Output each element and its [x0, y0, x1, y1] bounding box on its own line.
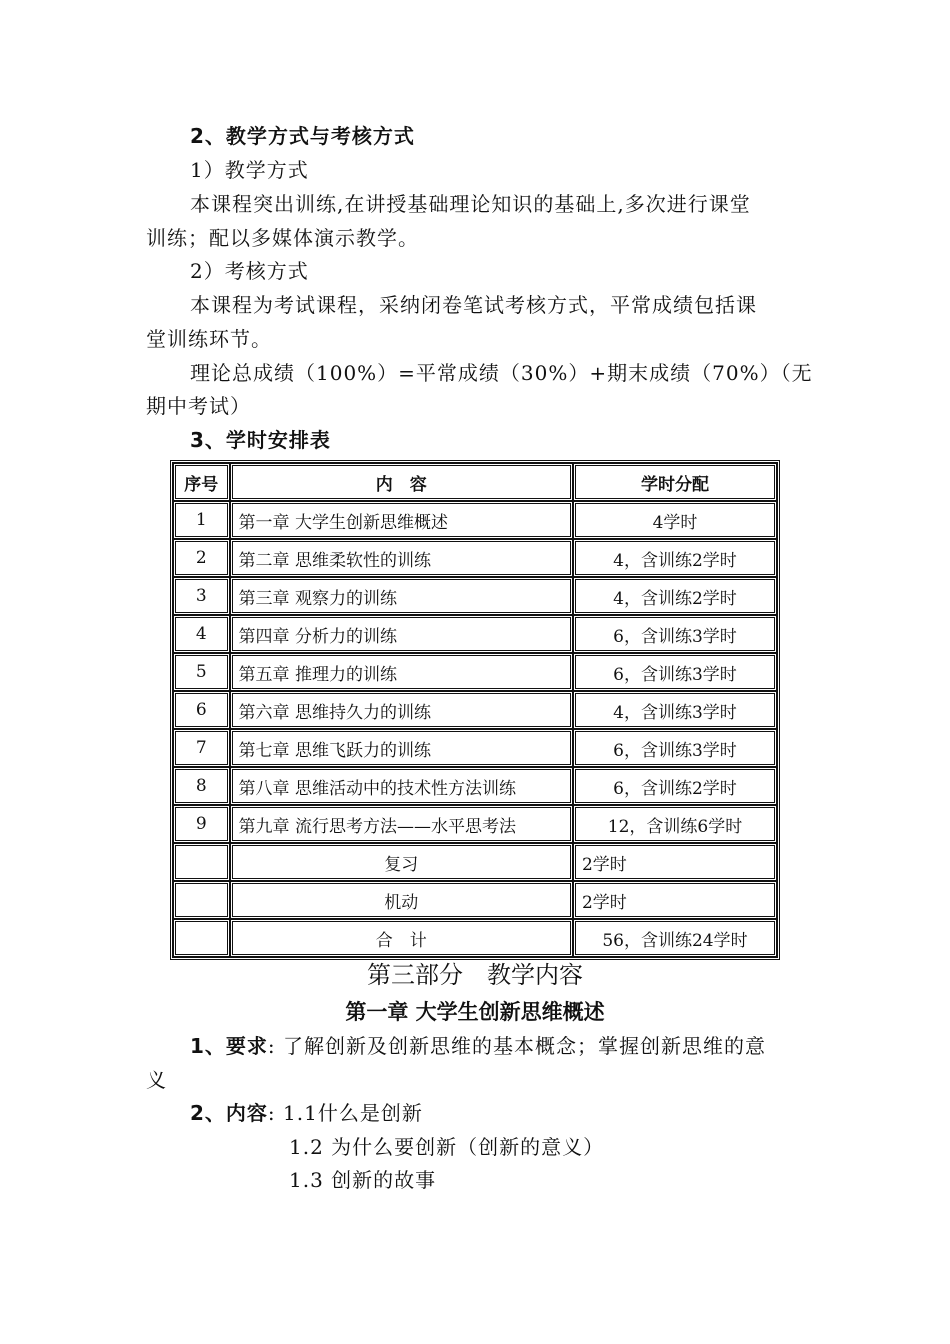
- subheading-assessment-method: 2）考核方式: [190, 259, 309, 283]
- header-hours: 学时分配: [573, 463, 777, 501]
- row-hours-cell: 56，含训练24学时: [573, 919, 777, 957]
- table-row: [173, 843, 777, 881]
- row-number-cell: 6: [173, 691, 230, 729]
- table-row: [173, 805, 777, 843]
- row-number-cell: [173, 843, 230, 881]
- section-heading-teaching-assessment: 2、教学方式与考核方式: [190, 124, 415, 148]
- paragraph-score-line1: 理论总成绩（100%）=平常成绩（30%）+期末成绩（70%）（无: [190, 361, 813, 385]
- content-line-1: [190, 1099, 423, 1127]
- subheading-teaching-method: 1）教学方式: [190, 158, 309, 182]
- paragraph-teaching-line1: 本课程突出训练,在讲授基础理论知识的基础上,多次进行课堂: [190, 192, 751, 216]
- requirement-label: 1、要求: [190, 1034, 268, 1058]
- row-number-cell: 2: [173, 539, 230, 577]
- row-number-cell: 7: [173, 729, 230, 767]
- row-content-cell: 第九章 流行思考方法——水平思考法: [230, 805, 573, 843]
- part-title: 第三部分 教学内容: [367, 961, 583, 989]
- paragraph-assessment-line2: 堂训练环节。: [146, 327, 272, 351]
- row-hours-cell: 6，含训练3学时: [573, 653, 777, 691]
- row-hours-cell: 6，含训练2学时: [573, 767, 777, 805]
- row-number-cell: 4: [173, 615, 230, 653]
- paragraph-score-line2: 期中考试）: [146, 394, 251, 418]
- section-heading-schedule: 3、学时安排表: [190, 428, 331, 452]
- paragraph-teaching-line2: 训练；配以多媒体演示教学。: [146, 226, 419, 250]
- requirement-text: : 了解创新及创新思维的基本概念；掌握创新思维的意: [267, 1034, 767, 1058]
- row-hours-cell: 4，含训练2学时: [573, 577, 777, 615]
- row-content-cell: 第六章 思维持久力的训练: [230, 691, 573, 729]
- row-hours-cell: 12，含训练6学时: [573, 805, 777, 843]
- paragraph-assessment-line1: 本课程为考试课程，采纳闭卷笔试考核方式，平常成绩包括课: [190, 293, 757, 317]
- table-row: [173, 539, 777, 577]
- row-hours-cell: 6，含训练3学时: [573, 615, 777, 653]
- requirement-line: [190, 1032, 766, 1060]
- row-content-cell: 第二章 思维柔软性的训练: [230, 539, 573, 577]
- row-content-cell: 第四章 分析力的训练: [230, 615, 573, 653]
- row-content-cell: 第七章 思维飞跃力的训练: [230, 729, 573, 767]
- table-row: [173, 919, 777, 957]
- row-number-cell: 8: [173, 767, 230, 805]
- table-header-row: [173, 463, 777, 501]
- row-content-cell: 机动: [230, 881, 573, 919]
- row-hours-cell: 6，含训练3学时: [573, 729, 777, 767]
- row-number-cell: 1: [173, 501, 230, 539]
- content-item-2: 1.2 为什么要创新（创新的意义）: [289, 1135, 605, 1159]
- row-number-cell: 9: [173, 805, 230, 843]
- row-number-cell: 5: [173, 653, 230, 691]
- row-hours-cell: 4，含训练3学时: [573, 691, 777, 729]
- row-number-cell: 3: [173, 577, 230, 615]
- table-row: [173, 577, 777, 615]
- row-hours-cell: 2学时: [573, 843, 777, 881]
- row-content-cell: 第三章 观察力的训练: [230, 577, 573, 615]
- table-row: [173, 653, 777, 691]
- content-item-1: : 1.1什么是创新: [267, 1101, 423, 1125]
- table-row: [173, 501, 777, 539]
- row-hours-cell: 4，含训练2学时: [573, 539, 777, 577]
- content-label: 2、内容: [190, 1101, 268, 1125]
- row-content-cell: 第五章 推理力的训练: [230, 653, 573, 691]
- content-item-3: 1.3 创新的故事: [289, 1168, 437, 1192]
- table-row: [173, 729, 777, 767]
- row-content-cell: 复习: [230, 843, 573, 881]
- table-row: [173, 615, 777, 653]
- row-number-cell: [173, 919, 230, 957]
- row-hours-cell: 4学时: [573, 501, 777, 539]
- table-row: [173, 881, 777, 919]
- requirement-text-cont: 义: [146, 1068, 167, 1092]
- header-no: 序号: [173, 463, 230, 501]
- row-hours-cell: 2学时: [573, 881, 777, 919]
- header-content: 内 容: [230, 463, 573, 501]
- row-content-cell: 第一章 大学生创新思维概述: [230, 501, 573, 539]
- row-content-cell: 合 计: [230, 919, 573, 957]
- schedule-table: [170, 460, 780, 960]
- row-content-cell: 第八章 思维活动中的技术性方法训练: [230, 767, 573, 805]
- table-row: [173, 767, 777, 805]
- table-row: [173, 691, 777, 729]
- row-number-cell: [173, 881, 230, 919]
- chapter-title: 第一章 大学生创新思维概述: [345, 1000, 605, 1024]
